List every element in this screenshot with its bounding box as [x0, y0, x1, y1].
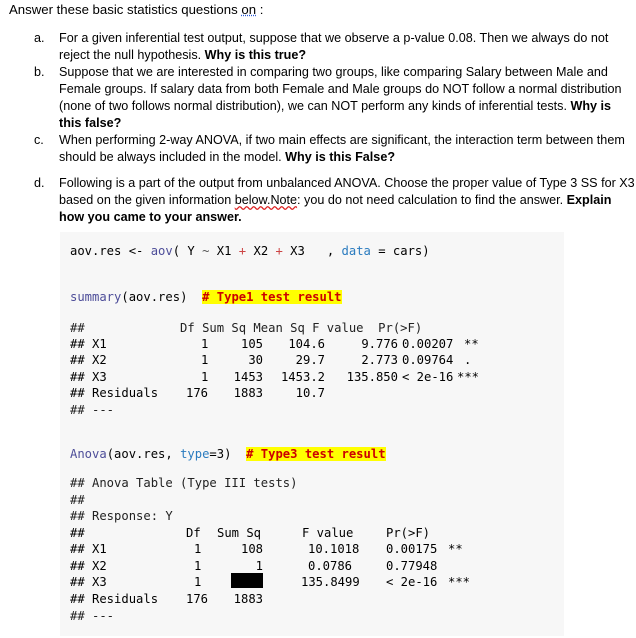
- intro-suffix: :: [256, 2, 264, 17]
- code-assign: aov.res <-: [70, 244, 151, 258]
- type1-header: ## Df Sum Sq Mean Sq F value Pr(>F): [70, 321, 423, 335]
- row-ss: 1883: [233, 592, 263, 606]
- type3-footer: ## ---: [70, 609, 115, 623]
- code-arg: data: [341, 244, 371, 258]
- code-plus: +: [275, 244, 283, 258]
- question-letter: a.: [34, 31, 45, 45]
- header-label: ##: [70, 526, 85, 540]
- row-ss: 30: [248, 353, 263, 367]
- question-d: [34, 175, 634, 226]
- row-p: 0.00207: [402, 337, 454, 351]
- row-label: ## X2: [70, 353, 107, 367]
- row-ss-redacted: [231, 573, 263, 588]
- row-df: 1: [201, 337, 209, 351]
- row-sig: ***: [457, 370, 480, 384]
- code-fn-aov: aov: [150, 244, 173, 258]
- code-text: 3): [216, 447, 247, 461]
- row-ss: 1: [255, 559, 263, 573]
- row-f: 9.776: [361, 337, 398, 351]
- question-c: [34, 132, 634, 166]
- row-p: < 2e-16: [386, 575, 438, 589]
- question-letter: c.: [34, 133, 44, 147]
- question-body: When performing 2-way ANOVA, if two main effects are significant, the interaction term between them should be always included in the model.: [59, 133, 625, 164]
- code-text: X3 ,: [282, 244, 342, 258]
- row-sig: .: [464, 353, 472, 367]
- row-df: 176: [186, 592, 209, 606]
- row-label: ## Residuals: [70, 592, 159, 606]
- intro-underlined: on: [241, 2, 257, 17]
- question-text: [59, 64, 635, 132]
- question-text: [59, 175, 635, 226]
- code-line-summary: [70, 290, 342, 304]
- row-df: 1: [201, 370, 209, 384]
- question-body-2: : you do not need calculation to find the answer.: [297, 193, 567, 207]
- question-bold: Explain how you came to your answer.: [59, 193, 612, 224]
- row-f: 135.8499: [301, 575, 360, 589]
- question-bold: Why is this true?: [204, 48, 307, 62]
- row-ms: 1453.2: [280, 370, 325, 384]
- row-ms: 10.7: [295, 386, 325, 400]
- row-p: < 2e-16: [402, 370, 454, 384]
- row-label: ## X3: [70, 575, 107, 589]
- question-text: [59, 132, 635, 166]
- code-line-anova: [70, 447, 386, 461]
- code-text: ( Y: [172, 244, 203, 258]
- code-plus: +: [238, 244, 247, 258]
- code-text: X2: [246, 244, 276, 258]
- code-fn-summary: summary: [70, 290, 122, 304]
- question-letter: b.: [34, 65, 45, 79]
- intro-prefix: Answer these basic statistics questions: [9, 2, 242, 17]
- row-label: ## X3: [70, 370, 107, 384]
- row-ss: 108: [240, 542, 263, 556]
- row-ss: 105: [241, 337, 264, 351]
- row-sig: **: [448, 542, 463, 556]
- code-text: =: [209, 447, 217, 461]
- type3-title: ## Anova Table (Type III tests): [70, 476, 298, 490]
- row-df: 1: [201, 353, 209, 367]
- row-ss: 1453: [233, 370, 263, 384]
- header-p: Pr(>F): [386, 526, 431, 540]
- question-body: Following is a part of the output from unbalanced ANOVA. Choose the proper value of Type 3 SS for X3 based on the given information: [59, 176, 635, 207]
- row-ms: 29.7: [295, 353, 325, 367]
- question-bold: Why is this false?: [59, 99, 612, 130]
- intro-line: [9, 2, 263, 17]
- type3-response: ## Response: Y: [70, 509, 173, 523]
- row-label: ## X1: [70, 542, 107, 556]
- row-f: 135.850: [346, 370, 398, 384]
- code-fn-anova: Anova: [70, 447, 107, 461]
- r-code-block: [60, 232, 564, 636]
- code-comment-type3: # Type3 test result: [246, 447, 386, 461]
- row-label: ## Residuals: [70, 386, 159, 400]
- row-df: 1: [194, 559, 202, 573]
- question-body: Suppose that we are interested in comparing two groups, like comparing Salary between Male and Female groups. If salary data from both Female and Male groups do NOT follow a normal distribution (none of two follows normal distribution), we can NOT perform any kinds of inferential tests.: [59, 65, 622, 113]
- code-text: =: [370, 244, 393, 258]
- row-df: 1: [194, 575, 202, 589]
- code-arg: type: [180, 447, 210, 461]
- code-comment-type1: # Type1 test result: [202, 290, 342, 304]
- code-text: (aov.res,: [106, 447, 181, 461]
- question-text: [59, 30, 635, 64]
- code-line-aov: [70, 244, 430, 258]
- question-bold: Why is this False?: [285, 150, 396, 164]
- row-label: ## X1: [70, 337, 107, 351]
- question-b: [34, 64, 634, 132]
- row-label: ## X2: [70, 559, 107, 573]
- header-df: Df: [186, 526, 201, 540]
- row-df: 1: [194, 542, 202, 556]
- question-wavy-word: below.Note: [234, 193, 298, 207]
- question-letter: d.: [34, 176, 45, 190]
- code-text: X1: [209, 244, 239, 258]
- code-text: (aov.res): [121, 290, 203, 304]
- row-f: 10.1018: [308, 542, 360, 556]
- row-ms: 104.6: [288, 337, 325, 351]
- row-f: 0.0786: [308, 559, 353, 573]
- row-ss: 1883: [233, 386, 263, 400]
- row-p: 0.00175: [386, 542, 438, 556]
- code-text: cars): [392, 244, 430, 258]
- question-a: [34, 30, 634, 64]
- row-sig: ***: [448, 575, 471, 589]
- row-df: 176: [186, 386, 209, 400]
- row-f: 2.773: [361, 353, 398, 367]
- type3-blank: ##: [70, 493, 85, 507]
- header-f: F value: [302, 526, 354, 540]
- row-p: 0.77948: [386, 559, 438, 573]
- row-p: 0.09764: [402, 353, 454, 367]
- question-body: For a given inferential test output, suppose that we observe a p-value 0.08. Then we always do not reject the null hypothesis.: [59, 31, 609, 62]
- type1-footer: ## ---: [70, 403, 115, 417]
- header-ss: Sum Sq: [217, 526, 262, 540]
- code-tilde: ~: [202, 244, 210, 258]
- row-sig: **: [464, 337, 479, 351]
- redacted-box: [231, 573, 263, 588]
